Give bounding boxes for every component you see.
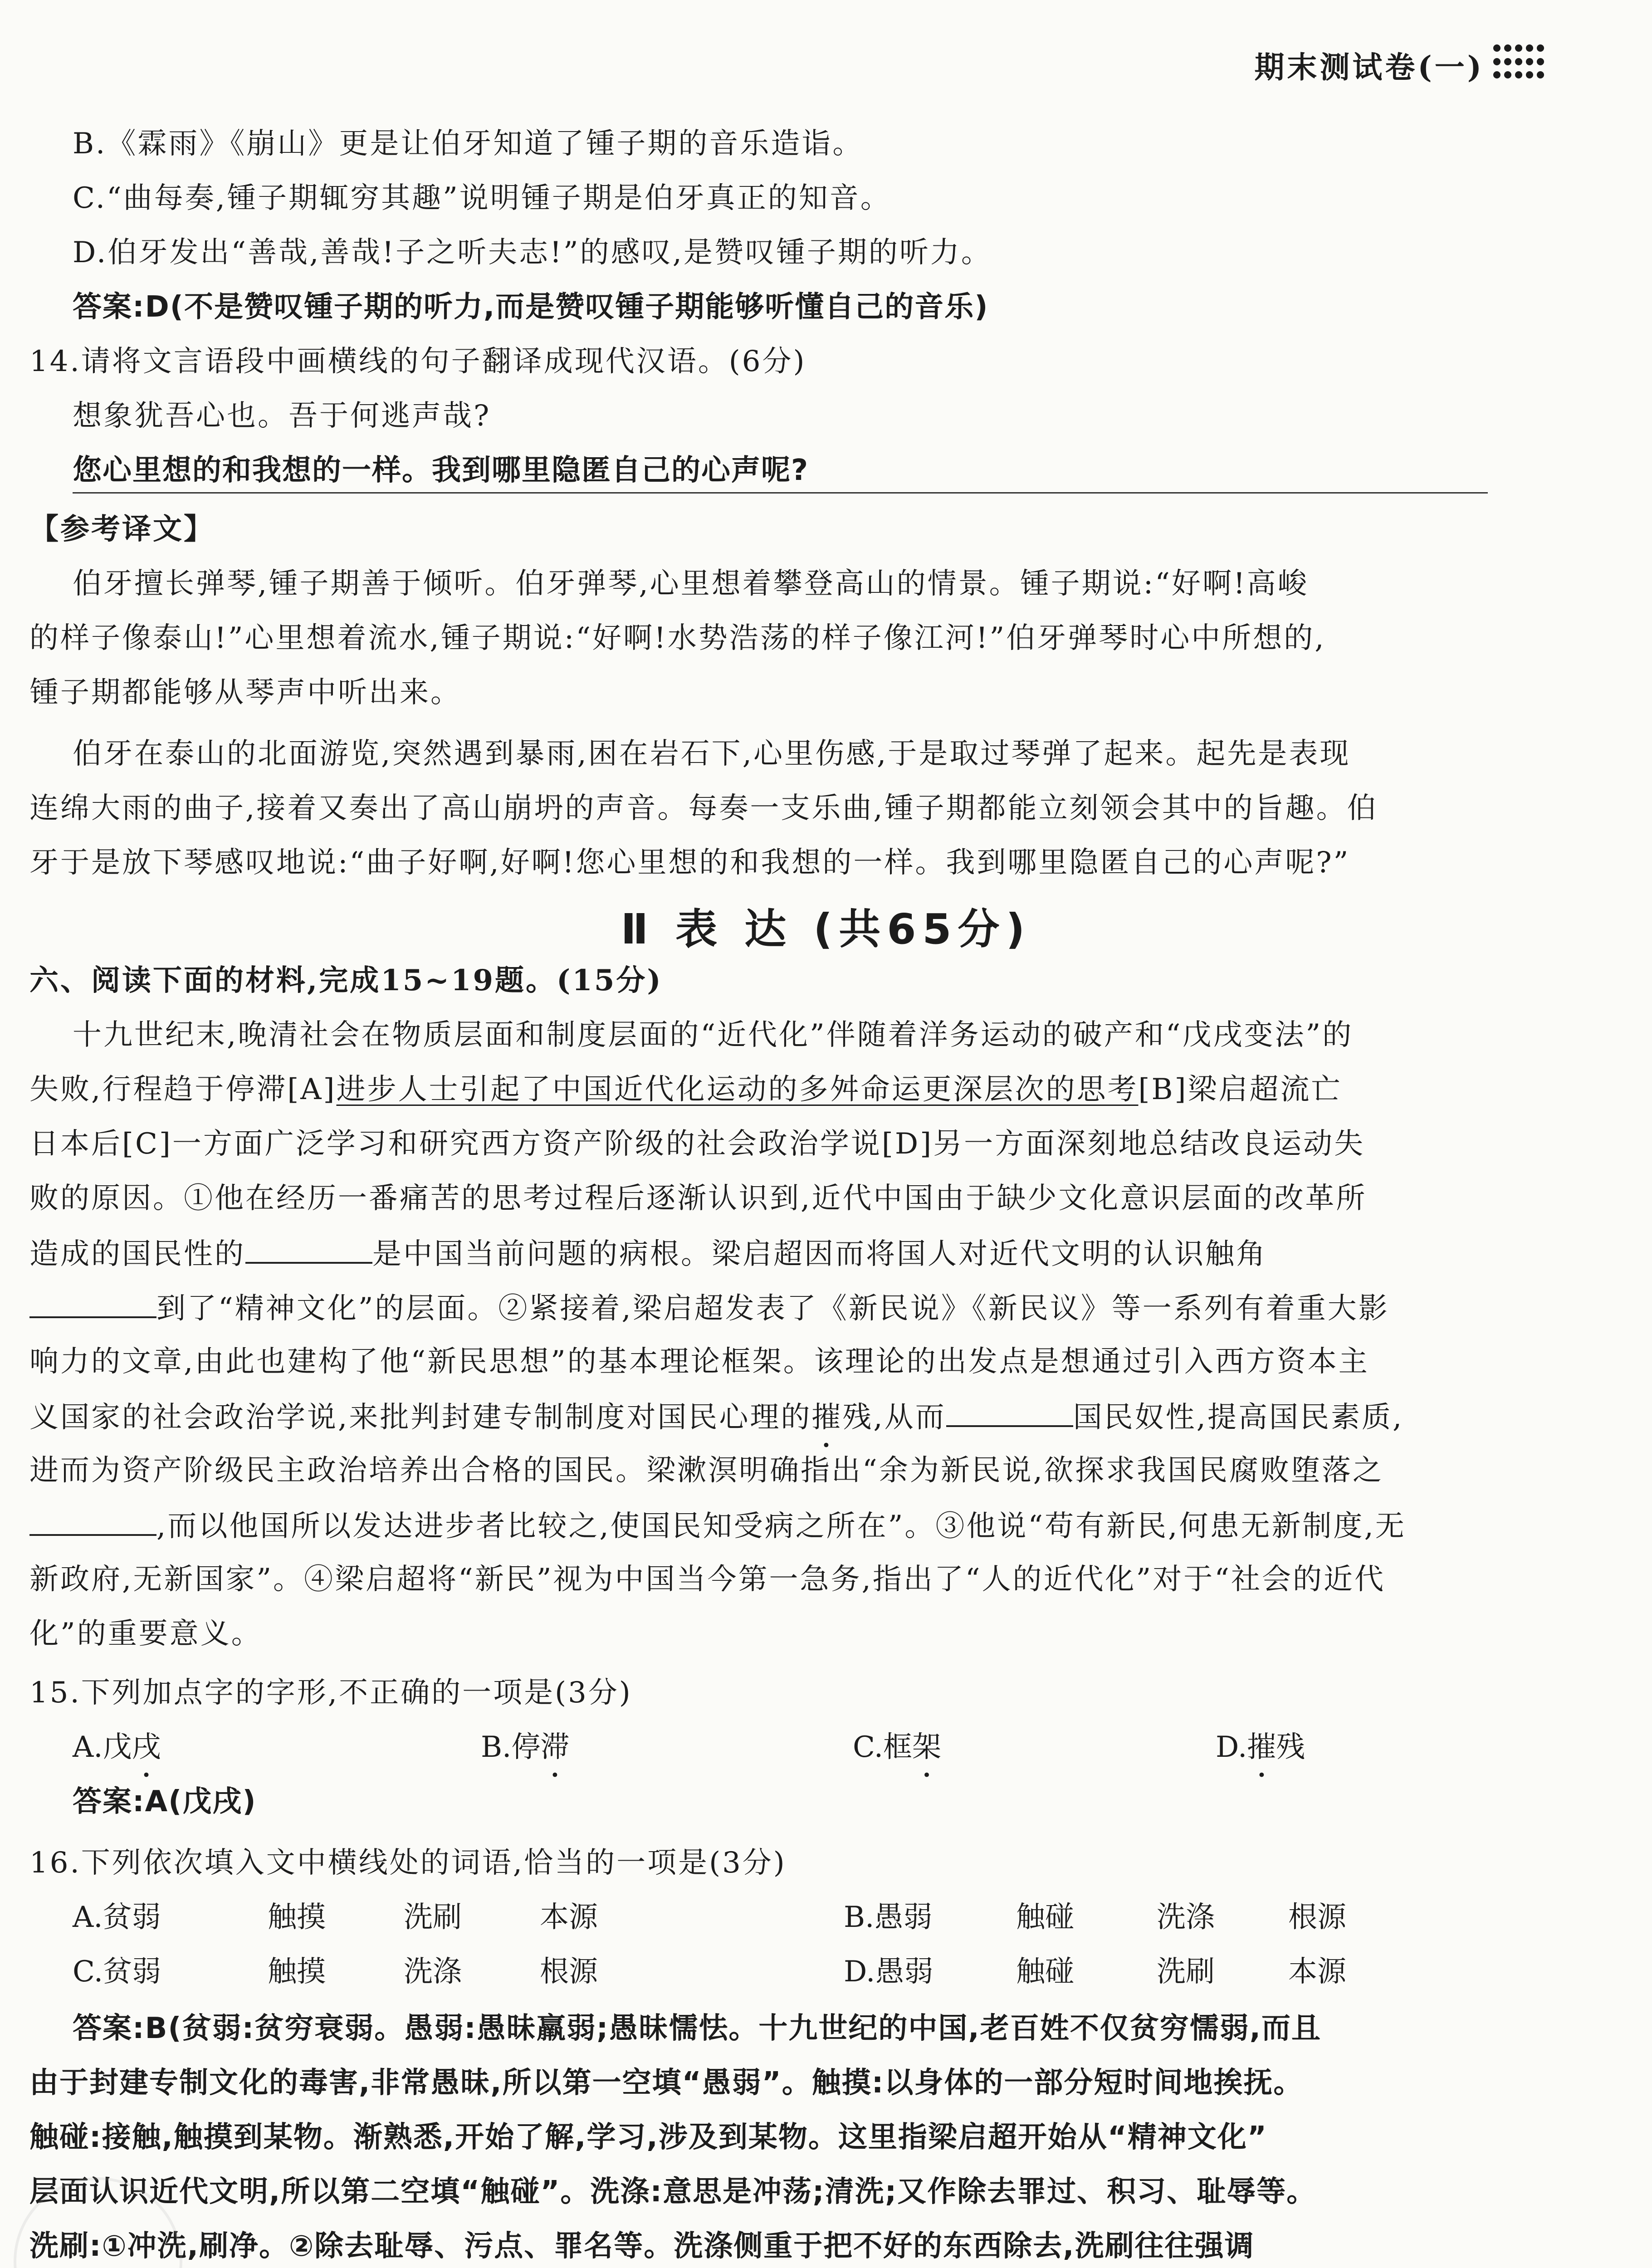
q16-option-c-word1: C.贫弱 (73, 1955, 161, 1989)
reference-p2-line2: 连绵大雨的曲子,接着又奏出了高山崩坍的声音。每奏一支乐曲,锺子期都能立刻领会其中的旨趣。伯 (29, 792, 1378, 825)
q16-answer-line3: 触碰:接触,触摸到某物。渐熟悉,开始了解,学习,涉及到某物。这里指梁启超开始从“精神文化” (29, 2121, 1267, 2154)
q16-answer-line2: 由于封建专制文化的毒害,非常愚昧,所以第一空填“愚弱”。触摸:以身体的一部分短时间地挨抚。 (29, 2066, 1304, 2100)
q15-option-c: C.框架 (853, 1730, 942, 1764)
blank-4 (29, 1510, 156, 1536)
part6-line10: ,而以他国所以发达进步者比较之,使国民知受病之所在”。③他说“苟有新民,何患无新制度,无 (29, 1510, 1406, 1541)
page-header-title: 期末测试卷(一) (1254, 49, 1484, 85)
part6-line8: 义国家的社会政治学说,来批判封建专制制度对国民心理的摧残,从而 国民奴性,提高国民素质, (29, 1401, 1404, 1434)
q15-option-a: A.戊戌 (73, 1730, 161, 1764)
q16-answer-line1: 答案:B(贫弱:贫穷衰弱。愚弱:愚昧羸弱;愚昧懦怯。十九世纪的中国,老百姓不仅贫穷懦弱,而且 (73, 2012, 1322, 2045)
part6-line12: 化”的重要意义。 (29, 1617, 262, 1651)
reference-p2-line1: 伯牙在泰山的北面游览,突然遇到暴雨,困在岩石下,心里伤感,于是取过琴弹了起来。起先是表现 (73, 737, 1351, 771)
q16-option-c-word4: 根源 (540, 1955, 598, 1989)
q16-answer-line5: 洗刷:①冲洗,刷净。②除去耻辱、污点、罪名等。洗涤侧重于把不好的东西除去,洗刷往往强调 (29, 2229, 1255, 2263)
part6-line2: 失败,行程趋于停滞[A]进步人士引起了中国近代化运动的多舛命运更深层次的思考[B]梁启超流亡 (29, 1073, 1342, 1106)
part6-line3: 日本后[C]一方面广泛学习和研究西方资产阶级的社会政治学说[D]另一方面深刻地总结改良运动失 (29, 1127, 1365, 1161)
q16-option-a-word1: A.贫弱 (73, 1901, 161, 1934)
q13-option-d: D.伯牙发出“善哉,善哉!子之听夫志!”的感叹,是赞叹锺子期的听力。 (73, 236, 992, 269)
q15-question: 15.下列加点字的字形,不正确的一项是(3分) (29, 1676, 632, 1710)
part6-line7: 响力的文章,由此也建构了他“新民思想”的基本理论框架。该理论的出发点是想通过引入西方资本主 (29, 1345, 1369, 1378)
q15-answer: 答案:A(戊戌) (73, 1785, 257, 1818)
q16-option-b-word1: B.愚弱 (844, 1901, 933, 1934)
part6-heading: 六、阅读下面的材料,完成15~19题。(15分) (29, 963, 663, 997)
q16-option-c-word3: 洗涤 (404, 1955, 462, 1989)
q13-answer: 答案:D(不是赞叹锺子期的听力,而是赞叹锺子期能够听懂自己的音乐) (73, 290, 989, 324)
part6-line9: 进而为资产阶级民主政治培养出合格的国民。梁漱溟明确指出“余为新民说,欲探求我国民腐败堕落之 (29, 1454, 1384, 1487)
reference-heading: 【参考译文】 (29, 512, 215, 546)
q16-option-c-word2: 触摸 (268, 1955, 326, 1989)
q16-option-d-word3: 洗刷 (1157, 1955, 1215, 1989)
blank-1 (245, 1238, 372, 1264)
blank-2 (29, 1293, 156, 1318)
q13-option-c: C.“曲每奏,锺子期辄穷其趣”说明锺子期是伯牙真正的知音。 (73, 181, 891, 215)
q14-question: 14.请将文言语段中画横线的句子翻译成现代汉语。(6分) (29, 345, 806, 378)
blank-3 (946, 1402, 1073, 1427)
q16-option-d-word4: 本源 (1288, 1955, 1346, 1989)
q16-option-a-word4: 本源 (540, 1901, 598, 1934)
q16-option-d-word2: 触碰 (1016, 1955, 1074, 1989)
q16-option-b-word3: 洗涤 (1157, 1901, 1215, 1934)
underlined-sentence: 进步人士引起了中国近代化运动的多舛命运更深层次的思考 (336, 1073, 1139, 1106)
q15-option-b: B.停滞 (481, 1730, 570, 1764)
q16-option-d-word1: D.愚弱 (844, 1955, 934, 1989)
part6-line1: 十九世纪末,晚清社会在物质层面和制度层面的“近代化”伴随着洋务运动的破产和“戊戌变法”的 (73, 1018, 1354, 1052)
q14-sentence: 想象犹吾心也。吾于何逃声哉? (73, 399, 491, 433)
reference-p1-line2: 的样子像泰山!”心里想着流水,锺子期说:“好啊!水势浩荡的样子像江河!”伯牙弹琴时心中所想的, (29, 621, 1326, 655)
q16-question: 16.下列依次填入文中横线处的词语,恰当的一项是(3分) (29, 1846, 787, 1880)
reference-p1-line1: 伯牙擅长弹琴,锺子期善于倾听。伯牙弹琴,心里想着攀登高山的情景。锺子期说:“好啊!高峻 (73, 567, 1309, 601)
q16-option-b-word4: 根源 (1288, 1901, 1346, 1934)
part6-line5: 造成的国民性的 是中国当前问题的病根。梁启超因而将国人对近代文明的认识触角 (29, 1237, 1267, 1271)
part6-line11: 新政府,无新国家”。④梁启超将“新民”视为中国当今第一急务,指出了“人的近代化”对于“社会的近代 (29, 1563, 1385, 1596)
q13-option-b: B.《霖雨》《崩山》更是让伯牙知道了锺子期的音乐造诣。 (73, 127, 864, 161)
reference-p2-line3: 牙于是放下琴感叹地说:“曲子好啊,好啊!您心里想的和我想的一样。我到哪里隐匿自己的心声呢?” (29, 846, 1350, 880)
part6-line4: 败的原因。①他在经历一番痛苦的思考过程后逐渐认识到,近代中国由于缺少文化意识层面的改革所 (29, 1182, 1367, 1215)
q16-option-a-word3: 洗刷 (404, 1901, 462, 1934)
section-title: Ⅱ 表 达 (共65分) (621, 905, 1031, 953)
reference-p1-line3: 锺子期都能够从琴声中听出来。 (29, 676, 461, 709)
part6-line6: 到了“精神文化”的层面。②紧接着,梁启超发表了《新民说》《新民议》等一系列有着重大影 (29, 1293, 1389, 1323)
q14-answer: 您心里想的和我想的一样。我到哪里隐匿自己的心声呢? (73, 454, 809, 487)
header-dots-icon (1493, 44, 1548, 81)
q15-option-d: D.摧残 (1216, 1730, 1305, 1764)
q16-option-b-word2: 触碰 (1016, 1901, 1074, 1934)
q16-option-a-word2: 触摸 (268, 1901, 326, 1934)
q14-answer-line (73, 492, 1488, 494)
q16-answer-line4: 层面认识近代文明,所以第二空填“触碰”。洗涤:意思是冲荡;清洗;又作除去罪过、积习、耻辱等。 (29, 2175, 1317, 2209)
